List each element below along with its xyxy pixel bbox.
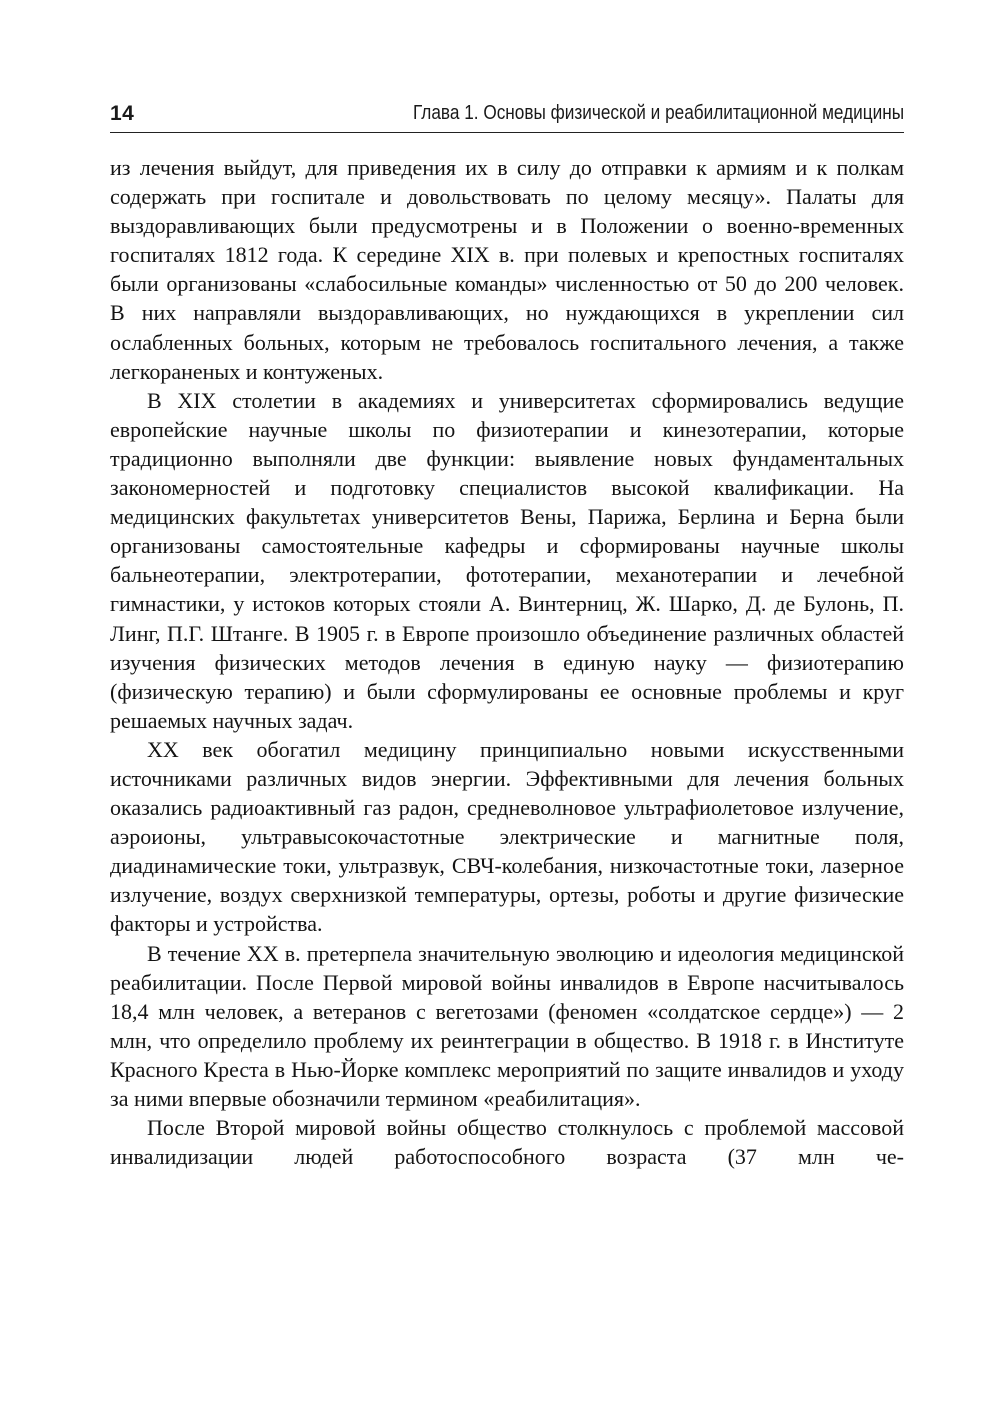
paragraph-3: XX век обогатил медицину принципиально новыми искусственными источниками различных видов энергии. Эффективными для лечения больных оказались радиоактивный газ радон, средневолновое ультрафиолетовое излучение, аэроионы, ультравысокочастотные электрические и магнитные поля, диадинамические токи, ультразвук, СВЧ-колебания, низкочастотные токи, лазерное излучение, воздух сверхнизкой температуры, ортезы, роботы и другие физические факторы и устройства. xyxy=(110,736,904,937)
paragraph-5: После Второй мировой войны общество столкнулось с проблемой массовой инвалидизации людей работоспособного возраста (37 млн че- xyxy=(110,1115,904,1170)
paragraph-4: В течение XX в. претерпела значительную эволюцию и идеология медицинской реабилитации. После Первой мировой войны инвалидов в Европе насчитывалось 18,4 млн человек, а ветеранов с вегетозами (феномен «солдатское сердце») — 2 млн, что определило проблему их реинтеграции в общество. В 1918 г. в Институте Красного Креста в Нью-Йорке комплекс мероприятий по защите инвалидов и уходу за ними впервые обозначили термином «реабилитация». xyxy=(110,940,904,1111)
body-text xyxy=(110,153,904,1171)
running-head xyxy=(110,100,904,134)
paragraph-2: В XIX столетии в академиях и университетах сформировались ведущие европейские научные школы по физиотерапии и кинезотерапии, которые традиционно выполняли две функции: выявление новых фундаментальных закономерностей и подготовку специалистов высокой квалификации. На медицинских факультетах университетов Вены, Парижа, Берлина и Берна были организованы самостоятельные кафедры и сформированы научные школы бальнеотерапии, электротерапии, фототерапии, механотерапии и лечебной гимнастики, у истоков которых стояли А. Винтерниц, Ж. Шарко, Д. де Булонь, П. Линг, П.Г. Штанге. В 1905 г. в Европе произошло объединение различных областей изучения физических методов лечения в единую науку — физиотерапию (физическую терапию) и были сформулированы ее основные проблемы и круг решаемых научных задач. xyxy=(110,387,904,733)
chapter-title: Глава 1. Основы физической и реабилитационной медицины xyxy=(412,102,904,124)
header-rule xyxy=(110,132,904,133)
page-number: 14 xyxy=(110,102,135,125)
paragraph-1: из лечения выйдут, для приведения их в силу до отправки к армиям и к полкам содержать при госпитале и довольствовать по целому месяцу». Палаты для выздоравливающих были предусмотрены и в Положении о военно-временных госпиталях 1812 года. К середине XIX в. при полевых и крепостных госпиталях были организованы «слабосильные команды» численностью от 50 до 200 человек. В них направляли выздоравливающих, но нуждающихся в укреплении сил ослабленных больных, которым не требовалось госпитального лечения, а также легкораненых и контуженых. xyxy=(110,155,904,384)
